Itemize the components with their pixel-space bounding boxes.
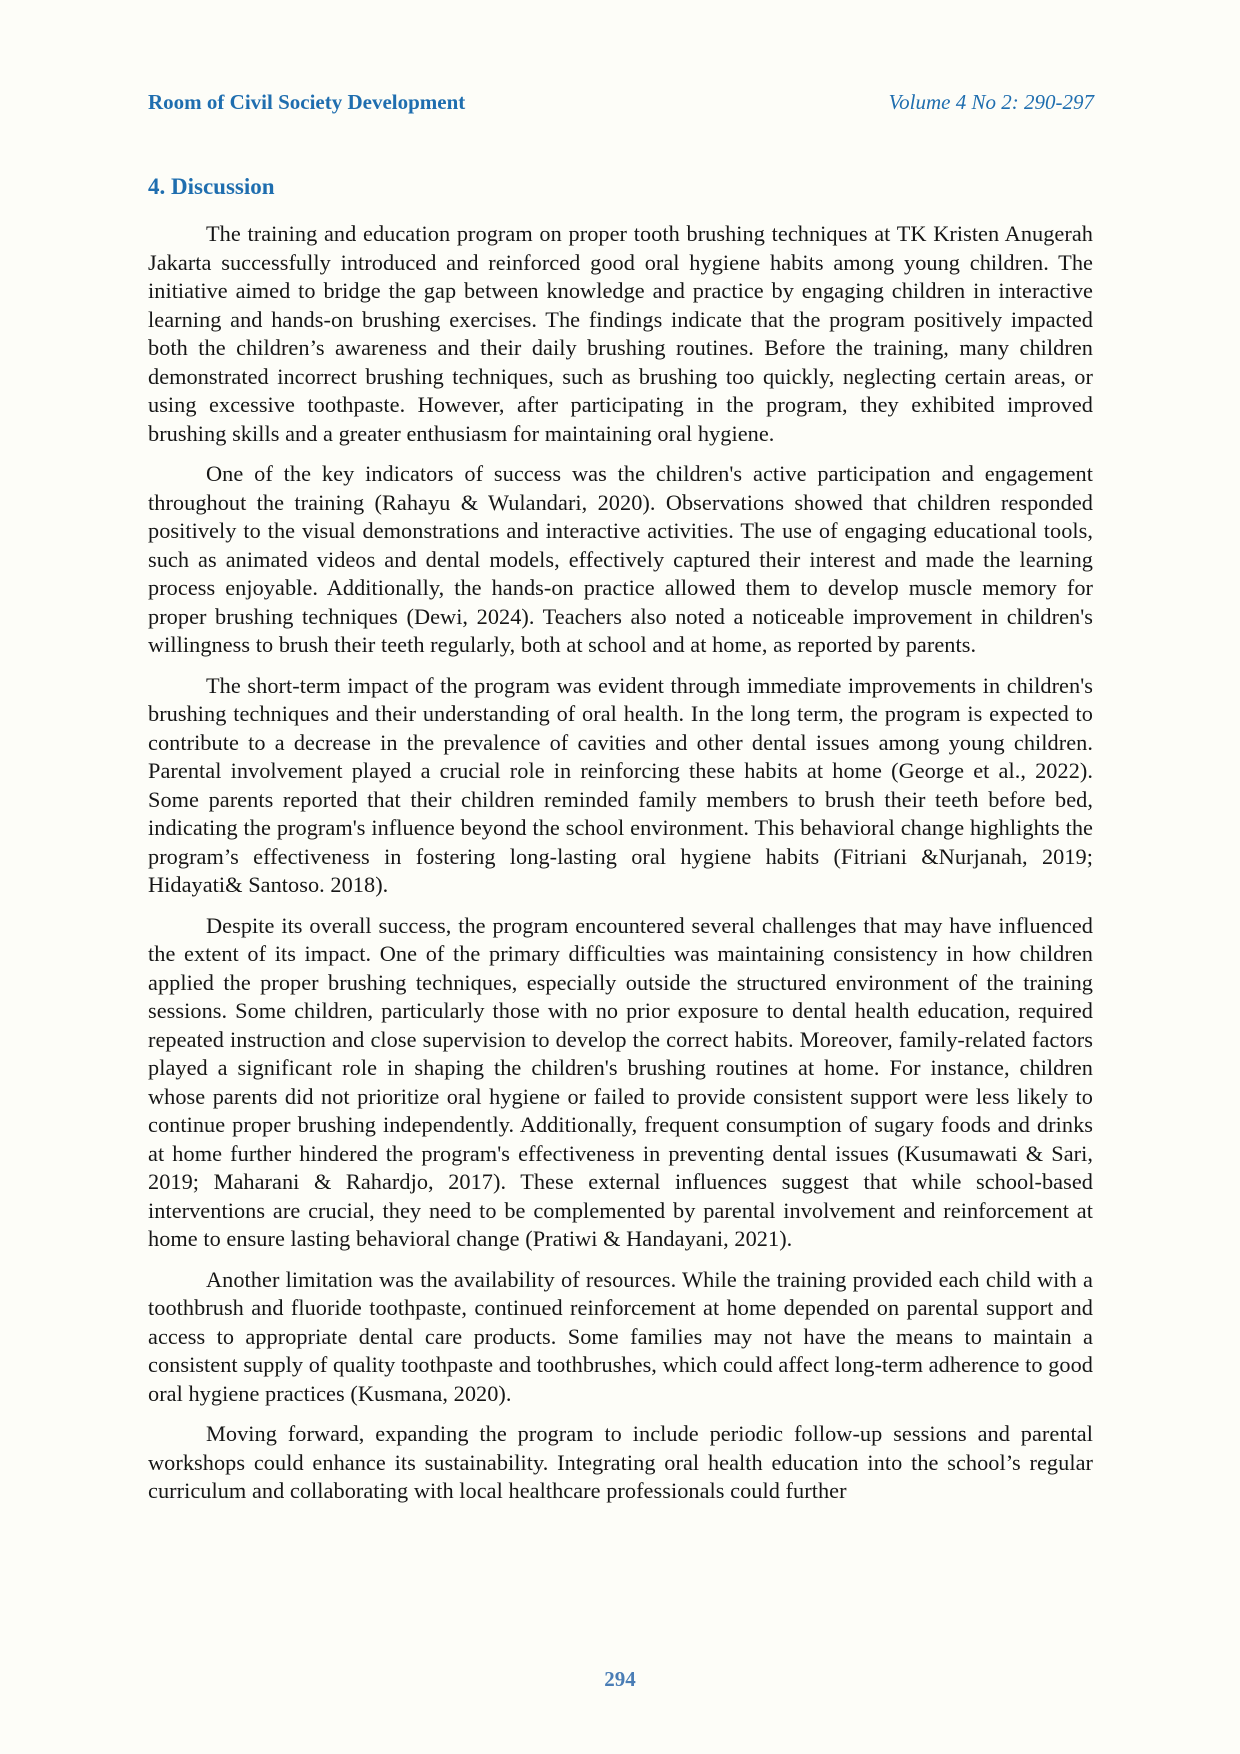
paragraph-2: One of the key indicators of success was the children's active participation and engagement throughout the training (Rahayu & Wulandari, 2020). Observations showed that children responded positively to the visual demonstrations and interactive activities. The use of engaging educational tools, such as animated videos and dental models, effectively captured their interest and made the learning process enjoyable. Additionally, the hands-on practice allowed them to develop muscle memory for proper brushing techniques (Dewi, 2024). Teachers also noted a noticeable improvement in children's willingness to brush their teeth regularly, both at school and at home, as reported by parents. [148, 461, 1093, 657]
body-text [148, 220, 1093, 1518]
paragraph-4: Despite its overall success, the program encountered several challenges that may have influenced the extent of its impact. One of the primary difficulties was maintaining consistency in how children applied the proper brushing techniques, especially outside the structured environment of the training sessions. Some children, particularly those with no prior exposure to dental health education, required repeated instruction and close supervision to develop the correct habits. Moreover, family-related factors played a significant role in shaping the children's brushing routines at home. For instance, children whose parents did not prioritize oral hygiene or failed to provide consistent support were less likely to continue proper brushing independently. Additionally, frequent consumption of sugary foods and drinks at home further hindered the program's effectiveness in preventing dental issues (Kusumawati & Sari, 2019; Maharani & Rahardjo, 2017). These external influences suggest that while school-based interventions are crucial, they need to be complemented by parental involvement and reinforcement at home to ensure lasting behavioral change (Pratiwi & Handayani, 2021). [148, 912, 1093, 1251]
paragraph-5: Another limitation was the availability of resources. While the training provided each child with a toothbrush and fluoride toothpaste, continued reinforcement at home depended on parental support and access to appropriate dental care products. Some families may not have the means to maintain a consistent supply of quality toothpaste and toothbrushes, which could affect long-term adherence to good oral hygiene practices (Kusmana, 2020). [148, 1266, 1093, 1406]
running-header [148, 90, 1094, 115]
paragraph-6: Moving forward, expanding the program to include periodic follow-up sessions and parental workshops could enhance its sustainability. Integrating oral health education into the school’s regular curriculum and collaborating with local healthcare professionals could further [148, 1421, 1093, 1503]
paragraph-1: The training and education program on proper tooth brushing techniques at TK Kristen Anugerah Jakarta successfully introduced and reinforced good oral hygiene habits among young children. The initiative aimed to bridge the gap between knowledge and practice by engaging children in interactive learning and hands-on brushing exercises. The findings indicate that the program positively impacted both the children’s awareness and their daily brushing routines. Before the training, many children demonstrated incorrect brushing techniques, such as brushing too quickly, neglecting certain areas, or using excessive toothpaste. However, after participating in the program, they exhibited improved brushing skills and a greater enthusiasm for maintaining oral hygiene. [148, 221, 1093, 446]
section-heading: 4. Discussion [148, 174, 275, 199]
volume-info: Volume 4 No 2: 290-297 [888, 90, 1094, 114]
page-number: 294 [604, 1667, 636, 1691]
journal-title: Room of Civil Society Development [148, 90, 466, 114]
paragraph-3: The short-term impact of the program was evident through immediate improvements in children's brushing techniques and their understanding of oral health. In the long term, the program is expected to contribute to a decrease in the prevalence of cavities and other dental issues among young children. Parental involvement played a crucial role in reinforcing these habits at home (George et al., 2022). Some parents reported that their children reminded family members to brush their teeth before bed, indicating the program's influence beyond the school environment. This behavioral change highlights the program’s effectiveness in fostering long-lasting oral hygiene habits (Fitriani &Nurjanah, 2019; Hidayati& Santoso. 2018). [148, 672, 1093, 897]
